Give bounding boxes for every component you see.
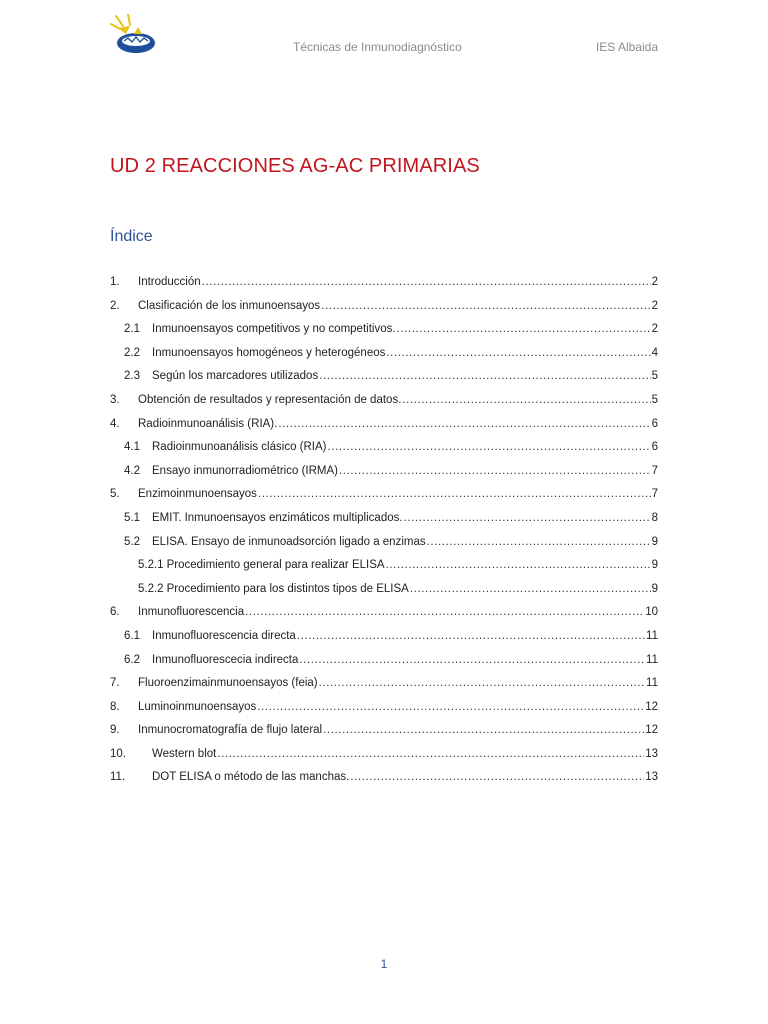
- toc-entry[interactable]: [110, 394, 658, 418]
- toc-entry-label: Radioinmunoanálisis clásico (RIA): [152, 441, 327, 454]
- table-of-contents: [110, 276, 658, 795]
- toc-entry-label: Introducción: [138, 276, 201, 288]
- toc-entry[interactable]: [110, 465, 658, 489]
- toc-entry[interactable]: [110, 488, 658, 512]
- page-number: 1: [380, 957, 388, 971]
- toc-entry-page: 12: [645, 700, 658, 713]
- toc-entry-label: Inmunofluorescecia indirecta: [152, 653, 299, 666]
- toc-dot-leader: [321, 300, 650, 312]
- toc-entry-number: 2.: [110, 299, 120, 312]
- toc-dot-leader: [350, 771, 644, 783]
- toc-entry[interactable]: [110, 701, 658, 725]
- toc-entry-label: EMIT. Inmunoensayos enzimáticos multiplicados.: [152, 511, 403, 524]
- toc-entry-page: 9: [651, 559, 658, 572]
- toc-dot-leader: [328, 441, 651, 453]
- toc-entry[interactable]: [110, 347, 658, 371]
- toc-dot-leader: [217, 748, 644, 760]
- toc-entry-page: 11: [646, 629, 658, 642]
- toc-entry-page: 5: [651, 393, 658, 406]
- toc-entry-label: Ensayo inmunorradiométrico (IRMA): [152, 464, 338, 477]
- toc-entry-number: 5.2: [124, 535, 140, 548]
- toc-dot-leader: [299, 654, 645, 666]
- toc-entry-label: Según los marcadores utilizados: [152, 370, 319, 383]
- toc-entry[interactable]: [110, 512, 658, 536]
- toc-entry[interactable]: [110, 677, 658, 701]
- toc-entry-page: 7: [651, 464, 658, 477]
- toc-entry-number: 1.: [110, 276, 120, 288]
- toc-entry-label: Inmunocromatografía de flujo lateral: [138, 724, 323, 737]
- toc-dot-leader: [258, 488, 651, 500]
- toc-entry-number: 4.2: [124, 464, 140, 477]
- toc-dot-leader: [386, 559, 651, 571]
- toc-entry-page: 11: [646, 677, 658, 690]
- toc-entry-page: 9: [651, 535, 658, 548]
- toc-entry-label: Procedimiento general para realizar ELISA: [166, 559, 385, 572]
- toc-entry-label: Radioinmunoanálisis (RIA).: [138, 417, 278, 430]
- toc-dot-leader: [245, 606, 644, 618]
- toc-heading: Índice: [110, 228, 153, 245]
- toc-entry[interactable]: [110, 559, 658, 583]
- header-course-title: Técnicas de Inmunodiagnóstico: [293, 40, 462, 54]
- toc-entry-page: 6: [651, 441, 658, 454]
- toc-entry-page: 12: [645, 724, 658, 737]
- toc-entry[interactable]: [110, 606, 658, 630]
- toc-entry-label: Inmunoensayos competitivos y no competitivos.: [152, 323, 396, 336]
- toc-entry[interactable]: [110, 418, 658, 442]
- toc-dot-leader: [397, 323, 651, 335]
- toc-entry-page: 8: [651, 511, 658, 524]
- toc-entry-label: Inmunofluorescencia: [138, 606, 245, 619]
- toc-entry[interactable]: [110, 276, 658, 300]
- toc-entry[interactable]: [110, 300, 658, 324]
- toc-entry[interactable]: [110, 370, 658, 394]
- toc-entry-number: 6.2: [124, 653, 140, 666]
- toc-entry-label: Clasificación de los inmunoensayos: [138, 299, 321, 312]
- toc-entry-page: 13: [645, 747, 658, 760]
- toc-entry-number: 5.2.1: [138, 559, 164, 572]
- toc-entry-label: Inmunoensayos homogéneos y heterogéneos: [152, 346, 386, 359]
- toc-entry-number: 4.: [110, 417, 120, 430]
- toc-entry[interactable]: [110, 630, 658, 654]
- toc-entry-page: 7: [651, 488, 658, 501]
- toc-entry-number: 10.: [110, 747, 126, 760]
- toc-entry-number: 5.2.2: [138, 582, 164, 595]
- toc-entry-label: Enzimoinmunoensayos: [138, 488, 257, 501]
- toc-dot-leader: [427, 536, 651, 548]
- toc-dot-leader: [278, 418, 650, 430]
- toc-entry-number: 2.3: [124, 370, 140, 383]
- toc-entry-page: 10: [645, 606, 658, 619]
- toc-entry-label: DOT ELISA o método de las manchas.: [152, 771, 350, 784]
- toc-entry[interactable]: [110, 724, 658, 748]
- toc-entry-number: 2.2: [124, 346, 140, 359]
- toc-entry-number: 9.: [110, 724, 120, 737]
- header-school-name: IES Albaida: [595, 40, 658, 54]
- toc-entry-page: 13: [645, 771, 658, 784]
- toc-dot-leader: [323, 724, 644, 736]
- toc-dot-leader: [386, 347, 650, 359]
- toc-entry-page: 11: [646, 653, 658, 666]
- toc-entry-number: 5.: [110, 488, 120, 501]
- toc-entry-page: 5: [651, 370, 658, 383]
- toc-entry-number: 8.: [110, 700, 120, 713]
- toc-entry[interactable]: [110, 771, 658, 795]
- toc-entry-label: Western blot: [152, 747, 217, 760]
- toc-entry-number: 3.: [110, 393, 120, 406]
- toc-entry[interactable]: [110, 654, 658, 678]
- toc-dot-leader: [404, 512, 651, 524]
- toc-entry-label: Luminoinmunoensayos: [138, 700, 257, 713]
- toc-entry-page: 6: [651, 417, 658, 430]
- toc-dot-leader: [410, 583, 651, 595]
- toc-dot-leader: [339, 465, 651, 477]
- toc-dot-leader: [202, 276, 651, 288]
- toc-entry-number: 6.: [110, 606, 120, 619]
- toc-entry[interactable]: [110, 583, 658, 607]
- toc-entry-number: 4.1: [124, 441, 140, 454]
- toc-entry-label: Inmunofluorescencia directa: [152, 629, 296, 642]
- toc-entry[interactable]: [110, 748, 658, 772]
- toc-entry-label: Obtención de resultados y representación de datos.: [138, 393, 402, 406]
- toc-entry-page: 2: [651, 276, 658, 288]
- school-logo-icon: [108, 14, 158, 56]
- toc-dot-leader: [319, 677, 645, 689]
- toc-entry-number: 7.: [110, 677, 120, 690]
- toc-entry-page: 9: [651, 582, 658, 595]
- toc-entry-label: Procedimiento para los distintos tipos de ELISA: [166, 582, 409, 595]
- toc-entry[interactable]: [110, 323, 658, 347]
- toc-entry-page: 2: [651, 299, 658, 312]
- toc-entry-label: ELISA. Ensayo de inmunoadsorción ligado a enzimas: [152, 535, 426, 548]
- toc-entry-number: 2.1: [124, 323, 140, 336]
- toc-entry-page: 2: [651, 323, 658, 336]
- toc-dot-leader: [257, 701, 644, 713]
- toc-dot-leader: [319, 370, 650, 382]
- toc-entry[interactable]: [110, 441, 658, 465]
- toc-entry[interactable]: [110, 536, 658, 560]
- toc-entry-page: 4: [651, 346, 658, 359]
- toc-entry-label: Fluoroenzimainmunoensayos (feia): [138, 677, 318, 690]
- toc-dot-leader: [402, 394, 650, 406]
- document-title: UD 2 REACCIONES AG-AC PRIMARIAS: [110, 155, 480, 177]
- toc-entry-number: 5.1: [124, 511, 140, 524]
- toc-dot-leader: [297, 630, 645, 642]
- toc-entry-number: 6.1: [124, 629, 140, 642]
- toc-entry-number: 11.: [110, 771, 126, 784]
